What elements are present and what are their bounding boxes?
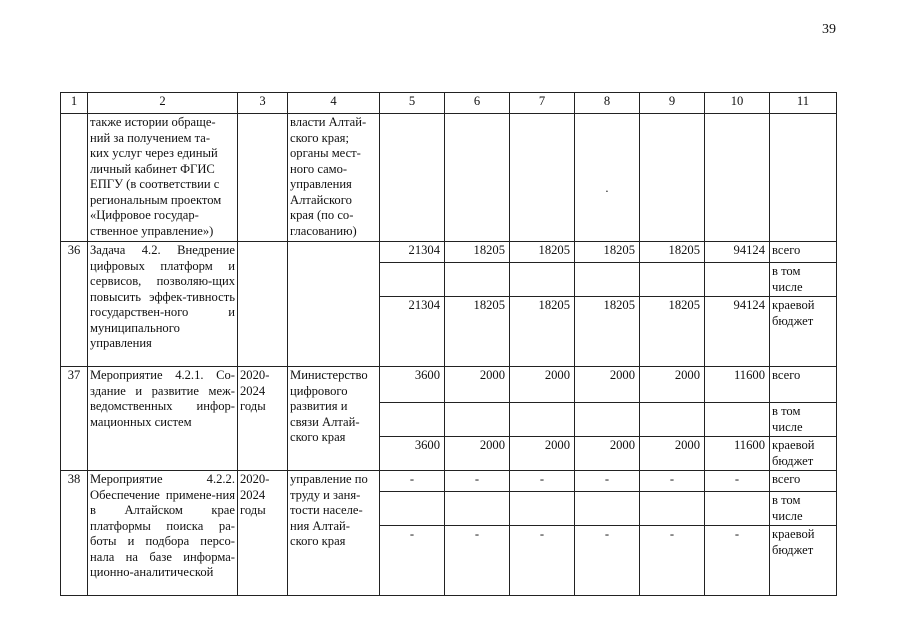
row-description: Задача 4.2. Внедрение цифровых платформ и сервисов, позволяю-щих повысить эффек-тивность государствен-ного и муниципального управления [88, 242, 238, 367]
continuation-value-cell [705, 114, 770, 242]
header-cell: 5 [380, 93, 445, 114]
funding-source-cell: в том числе [770, 403, 837, 437]
value-cell: - [575, 471, 640, 492]
funding-source-cell: всего [770, 367, 837, 403]
value-cell [575, 492, 640, 526]
continuation-value-cell [445, 114, 510, 242]
table-row [61, 471, 837, 492]
header-cell: 7 [510, 93, 575, 114]
header-cell: 6 [445, 93, 510, 114]
value-cell: 21304 [380, 242, 445, 263]
header-cell: 1 [61, 93, 88, 114]
value-cell: 3600 [380, 437, 445, 471]
row-executor: Министерство цифрового развития и связи Алтай- ского края [288, 367, 380, 471]
value-cell: 18205 [510, 297, 575, 367]
value-cell: 94124 [705, 297, 770, 367]
continuation-value-cell [510, 114, 575, 242]
row-number: 37 [61, 367, 88, 471]
value-cell: 18205 [640, 297, 705, 367]
funding-source-cell: в том числе [770, 492, 837, 526]
value-cell: 11600 [705, 437, 770, 471]
value-cell: 2000 [445, 437, 510, 471]
funding-source-cell: краевой бюджет [770, 526, 837, 596]
value-cell [575, 263, 640, 297]
value-cell: - [445, 526, 510, 596]
value-cell [445, 492, 510, 526]
row-description: Мероприятие 4.2.1. Со-здание и развитие меж-ведомственных инфор-мационных систем [88, 367, 238, 471]
value-cell: 2000 [510, 367, 575, 403]
value-cell: - [380, 471, 445, 492]
value-cell: - [640, 471, 705, 492]
value-cell [640, 403, 705, 437]
continuation-period-cell [238, 114, 288, 242]
header-cell: 9 [640, 93, 705, 114]
stray-mark: . [605, 181, 609, 195]
table-row [61, 367, 837, 403]
value-cell: 3600 [380, 367, 445, 403]
funding-source-cell: в том числе [770, 263, 837, 297]
value-cell: 21304 [380, 297, 445, 367]
value-cell: 18205 [575, 242, 640, 263]
continuation-value-cell [380, 114, 445, 242]
header-cell: 4 [288, 93, 380, 114]
header-row [61, 93, 837, 114]
continuation-row [61, 114, 837, 242]
funding-source-cell: краевой бюджет [770, 437, 837, 471]
row-executor [288, 242, 380, 367]
row-period: 2020- 2024 годы [238, 367, 288, 471]
value-cell [510, 492, 575, 526]
funding-source-cell: всего [770, 471, 837, 492]
value-cell: - [445, 471, 510, 492]
table-row [61, 242, 837, 263]
funding-source-cell: краевой бюджет [770, 297, 837, 367]
value-cell: 2000 [510, 437, 575, 471]
header-cell: 2 [88, 93, 238, 114]
value-cell [510, 263, 575, 297]
value-cell: 18205 [640, 242, 705, 263]
value-cell: 18205 [445, 297, 510, 367]
value-cell: - [575, 526, 640, 596]
value-cell: 11600 [705, 367, 770, 403]
value-cell: - [640, 526, 705, 596]
value-cell: 18205 [510, 242, 575, 263]
funding-source-cell: всего [770, 242, 837, 263]
value-cell: - [510, 526, 575, 596]
continuation-value-cell [575, 114, 640, 242]
row-number: 36 [61, 242, 88, 367]
value-cell [510, 403, 575, 437]
value-cell [380, 492, 445, 526]
row-description: Мероприятие 4.2.2. Обеспечение примене-ния в Алтайском крае платформы поиска ра-боты и подбора персо-нала на базе информа-ционно-аналитической [88, 471, 238, 596]
page-number: 39 [822, 22, 836, 37]
value-cell: 2000 [640, 437, 705, 471]
continuation-description: также истории обраще- ний за получением та- ких услуг через единый личный кабинет ФГИС ЕПГУ (в соответствии с региональным проектом «Цифровое государ- ственное управление») [88, 114, 238, 242]
value-cell: 2000 [445, 367, 510, 403]
continuation-executor: власти Алтай- ского края; органы мест- ного само- управления Алтайского края (по со- гласованию) [288, 114, 380, 242]
budget-table [60, 92, 837, 596]
value-cell: 94124 [705, 242, 770, 263]
continuation-num-cell [61, 114, 88, 242]
row-period: 2020- 2024 годы [238, 471, 288, 596]
value-cell: 2000 [575, 437, 640, 471]
value-cell: 2000 [640, 367, 705, 403]
continuation-value-cell [640, 114, 705, 242]
value-cell: - [510, 471, 575, 492]
value-cell: - [380, 526, 445, 596]
row-executor: управление по труду и заня- тости населе- ния Алтай- ского края [288, 471, 380, 596]
row-period [238, 242, 288, 367]
header-cell: 10 [705, 93, 770, 114]
value-cell [705, 403, 770, 437]
value-cell [640, 263, 705, 297]
header-cell: 8 [575, 93, 640, 114]
header-cell: 3 [238, 93, 288, 114]
row-number: 38 [61, 471, 88, 596]
value-cell [380, 403, 445, 437]
value-cell [445, 263, 510, 297]
header-cell: 11 [770, 93, 837, 114]
value-cell: - [705, 471, 770, 492]
value-cell [705, 492, 770, 526]
value-cell [640, 492, 705, 526]
value-cell [575, 403, 640, 437]
continuation-source-cell [770, 114, 837, 242]
value-cell: 18205 [445, 242, 510, 263]
value-cell [705, 263, 770, 297]
value-cell [445, 403, 510, 437]
value-cell: 18205 [575, 297, 640, 367]
value-cell [380, 263, 445, 297]
value-cell: - [705, 526, 770, 596]
value-cell: 2000 [575, 367, 640, 403]
